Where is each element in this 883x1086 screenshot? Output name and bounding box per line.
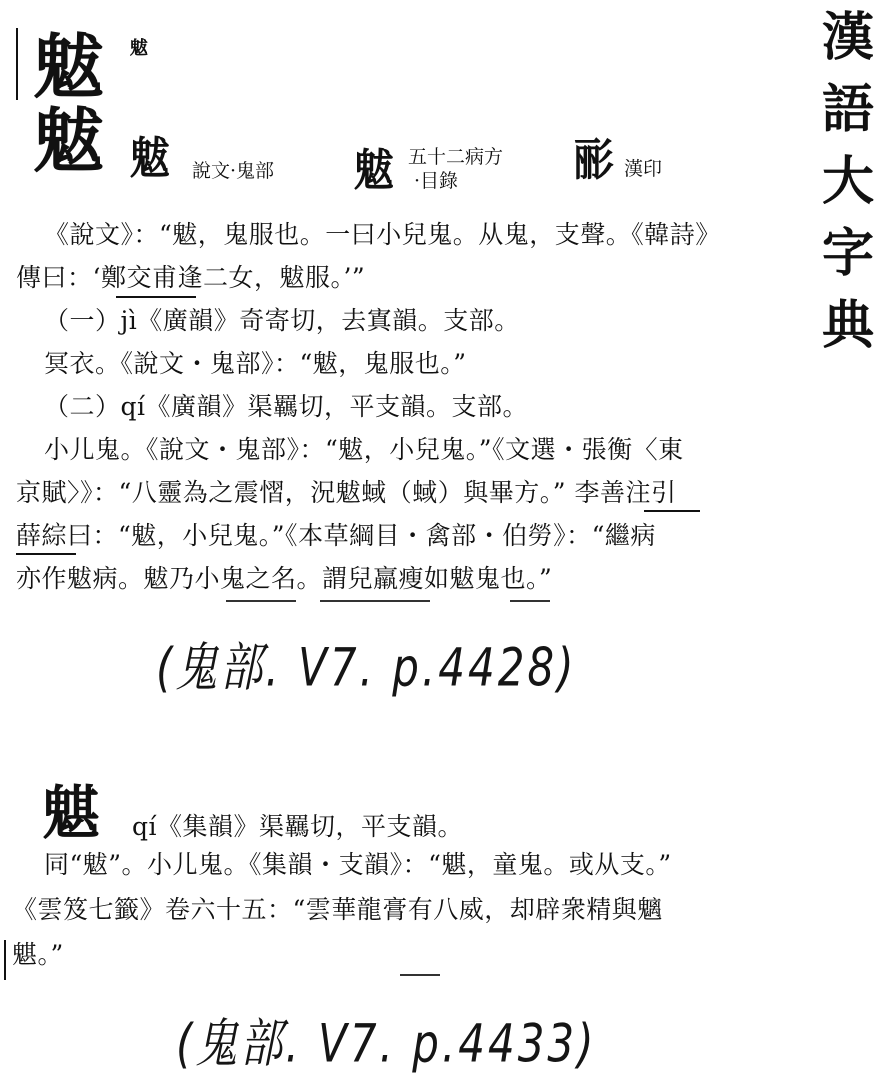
seal-script-source: 說文·鬼部	[192, 160, 275, 182]
entry1-line: （二）qí《廣韻》渠羈切，平支韻。支部。	[44, 392, 529, 421]
title-char: 大	[821, 151, 874, 212]
entry1-line: 亦作魃病。魃乃小鬼之名。謂兒羸瘦如魃鬼也。”	[16, 564, 553, 593]
scan-dash	[400, 974, 440, 976]
name-underline	[644, 510, 700, 512]
title-char: 典	[821, 295, 874, 356]
left-margin-bar-top	[16, 28, 18, 100]
title-char: 語	[821, 79, 874, 140]
title-char: 漢	[821, 7, 874, 68]
entry1-line: 小儿鬼。《說文・鬼部》：“魃，小兒鬼。”《文選・張衡〈東	[44, 435, 684, 464]
entry1-handwritten-reference: (鬼部. V7. p.4428)	[156, 636, 577, 698]
entry1-line: 傳曰：‘鄭交甫逢二女，魃服。’”	[16, 263, 366, 292]
entry1-line: 冥衣。《說文・鬼部》：“魃，鬼服也。”	[44, 349, 467, 378]
bamboo-script-glyph: 魃	[354, 145, 394, 196]
scan-dash	[320, 600, 430, 602]
entry2-reading: qí《集韻》渠羈切，平支韻。	[132, 812, 464, 841]
entry2-head-char: 魌	[42, 779, 101, 847]
entry2-handwritten-reference: (鬼部. V7. p.4433)	[176, 1012, 597, 1074]
han-seal-source: 漢印	[624, 158, 663, 180]
name-underline	[16, 553, 76, 555]
title-char: 字	[821, 223, 874, 284]
han-seal-glyph: 彨	[574, 135, 614, 186]
entry1-line: 薛綜曰：“魃，小兒鬼。”《本草綱目・禽部・伯勞》：“繼病	[16, 521, 656, 550]
entry1-line: （一）jì《廣韻》奇寄切，去寘韻。支部。	[44, 306, 520, 335]
scan-dash	[510, 600, 550, 602]
dictionary-title	[818, 2, 878, 362]
entry1-line: 《說文》：“魃，鬼服也。一曰小兒鬼。从鬼，支聲。《韓詩》	[44, 220, 721, 249]
bamboo-script-source-line2: ·目錄	[414, 170, 459, 192]
entry2-line: 同“魃”。小儿鬼。《集韻・支韻》：“魌，童鬼。或从支。”	[44, 850, 672, 879]
seal-script-glyph: 魃	[130, 133, 170, 184]
entry1-line: 京賦〉》：“八靈為之震慴，況魃蜮（蜮）與畢方。” 李善注引	[16, 478, 677, 507]
entry1-small-variant: 魃	[130, 38, 148, 59]
scan-dash	[226, 600, 296, 602]
left-margin-bar-bottom	[4, 940, 6, 980]
bamboo-script-source-line1: 五十二病方	[408, 146, 504, 168]
entry1-head-char-variant: 魃	[34, 99, 102, 182]
entry1-head-char: 魃	[34, 25, 102, 108]
entry2-line: 《雲笈七籤》卷六十五：“雲華龍膏有八威，却辟衆精與魑	[12, 895, 663, 924]
name-underline	[116, 296, 196, 298]
entry2-line: 魌。”	[12, 940, 64, 969]
